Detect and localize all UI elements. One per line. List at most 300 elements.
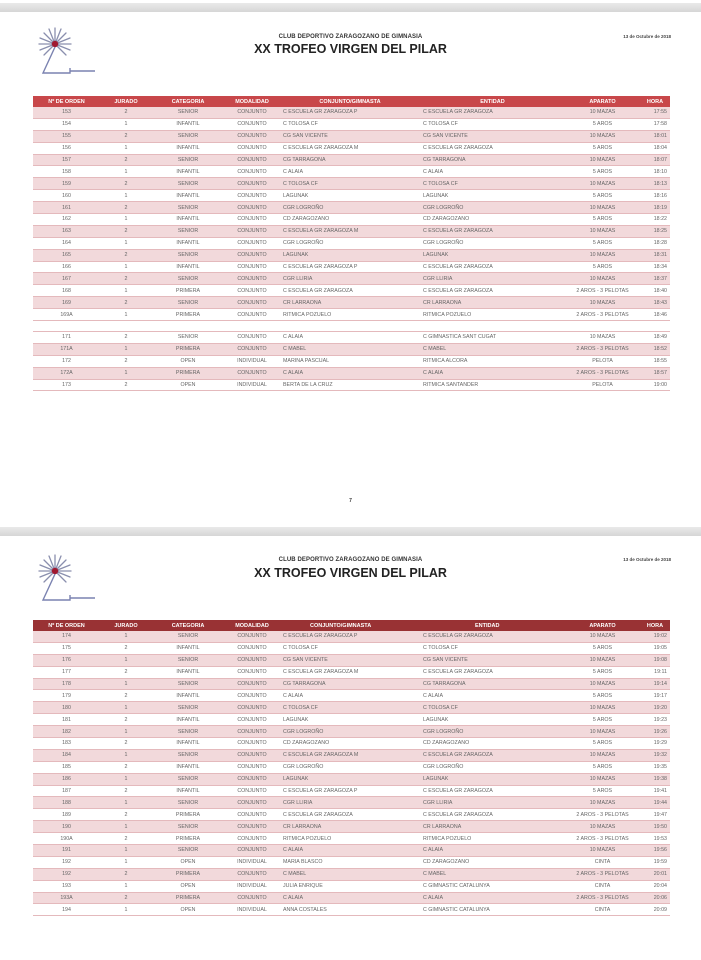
cell-jurado: 2 xyxy=(100,868,152,880)
table-row xyxy=(33,868,670,880)
cell-jurado: 1 xyxy=(100,654,152,666)
cell-aparato xyxy=(565,321,640,332)
cell-hora: 20:01 xyxy=(640,868,670,880)
cell-aparato: 5 AROS xyxy=(565,190,640,202)
cell-modalidad xyxy=(224,321,280,332)
col-conjunto: CONJUNTO/GIMNASTA xyxy=(319,98,381,105)
cell-hora: 19:05 xyxy=(640,642,670,654)
cell-hora: 18:40 xyxy=(640,285,670,297)
cell-modalidad: CONJUNTO xyxy=(224,332,280,344)
cell-hora: 18:25 xyxy=(640,225,670,237)
cell-conjunto: CGR LOGROÑO xyxy=(280,726,420,738)
cell-conjunto: ANNA COSTALES xyxy=(280,904,420,916)
cell-conjunto: C ESCUELA GR ZARAGOZA M xyxy=(280,666,420,678)
table-row xyxy=(33,797,670,809)
cell-modalidad: CONJUNTO xyxy=(224,642,280,654)
cell-conjunto: C TOLOSA CF xyxy=(280,702,420,714)
cell-conjunto: C ESCUELA GR ZARAGOZA P xyxy=(280,631,420,642)
cell-orden: 169 xyxy=(33,297,100,309)
col-orden: Nº DE ORDEN xyxy=(48,622,85,629)
cell-jurado: 2 xyxy=(100,130,152,142)
col-aparato: APARATO xyxy=(589,622,616,629)
cell-hora: 18:31 xyxy=(640,249,670,261)
cell-entidad: LAGUNAK xyxy=(420,249,565,261)
cell-conjunto: C ALAIA xyxy=(280,332,420,344)
table-row xyxy=(33,118,670,130)
cell-aparato: 10 MAZAS xyxy=(565,773,640,785)
cell-categoria: SENIOR xyxy=(152,678,224,690)
cell-conjunto: JULIA ENRIQUE xyxy=(280,880,420,892)
cell-orden: 171 xyxy=(33,332,100,344)
cell-modalidad: CONJUNTO xyxy=(224,666,280,678)
table-row xyxy=(33,761,670,773)
cell-jurado: 2 xyxy=(100,892,152,904)
cell-conjunto: C ALAIA xyxy=(280,166,420,178)
cell-modalidad: INDIVIDUAL xyxy=(224,904,280,916)
cell-jurado: 1 xyxy=(100,856,152,868)
cell-entidad: CGR LLIRIA xyxy=(420,273,565,285)
cell-jurado: 1 xyxy=(100,261,152,273)
cell-entidad: CGR LLIRIA xyxy=(420,797,565,809)
col-jurado: JURADO xyxy=(114,98,138,105)
cell-categoria: INFANTIL xyxy=(152,261,224,273)
cell-hora: 19:23 xyxy=(640,714,670,726)
table-body-page-1 xyxy=(33,107,670,391)
cell-hora: 19:32 xyxy=(640,749,670,761)
cell-aparato: 2 AROS - 3 PELOTAS xyxy=(565,285,640,297)
cell-modalidad: CONJUNTO xyxy=(224,678,280,690)
cell-modalidad: CONJUNTO xyxy=(224,178,280,190)
cell-modalidad: INDIVIDUAL xyxy=(224,880,280,892)
cell-jurado: 1 xyxy=(100,142,152,154)
cell-aparato: 5 AROS xyxy=(565,761,640,773)
cell-entidad: CD ZARAGOZANO xyxy=(420,214,565,226)
cell-aparato: 10 MAZAS xyxy=(565,845,640,857)
cell-entidad: C MABEL xyxy=(420,868,565,880)
cell-hora: 18:52 xyxy=(640,343,670,355)
cell-orden: 177 xyxy=(33,666,100,678)
cell-categoria: SENIOR xyxy=(152,225,224,237)
event-title: XX TROFEO VIRGEN DEL PILAR xyxy=(254,566,447,580)
table-row xyxy=(33,379,670,391)
cell-conjunto: C ESCUELA GR ZARAGOZA P xyxy=(280,785,420,797)
cell-orden: 172 xyxy=(33,355,100,367)
cell-jurado: 2 xyxy=(100,225,152,237)
cell-aparato: 10 MAZAS xyxy=(565,749,640,761)
cell-conjunto: C TOLOSA CF xyxy=(280,118,420,130)
cell-modalidad: CONJUNTO xyxy=(224,154,280,166)
cell-aparato: 5 AROS xyxy=(565,738,640,750)
table-body-page-2 xyxy=(33,631,670,916)
cell-conjunto: MARINA PASCUAL xyxy=(280,355,420,367)
cell-aparato: 5 AROS xyxy=(565,642,640,654)
cell-hora: 18:10 xyxy=(640,166,670,178)
cell-entidad: CD ZARAGOZANO xyxy=(420,856,565,868)
cell-modalidad: CONJUNTO xyxy=(224,809,280,821)
cell-hora: 19:41 xyxy=(640,785,670,797)
cell-modalidad: CONJUNTO xyxy=(224,690,280,702)
cell-categoria: SENIOR xyxy=(152,845,224,857)
cell-aparato: 5 AROS xyxy=(565,690,640,702)
cell-modalidad: CONJUNTO xyxy=(224,654,280,666)
cell-hora: 19:44 xyxy=(640,797,670,809)
cell-conjunto: C ESCUELA GR ZARAGOZA P xyxy=(280,107,420,118)
cell-aparato: 10 MAZAS xyxy=(565,821,640,833)
cell-hora: 20:09 xyxy=(640,904,670,916)
cell-orden: 169A xyxy=(33,309,100,321)
cell-entidad: CGR LOGROÑO xyxy=(420,202,565,214)
cell-aparato: 10 MAZAS xyxy=(565,631,640,642)
cell-conjunto: CGR LLIRIA xyxy=(280,797,420,809)
cell-jurado: 1 xyxy=(100,309,152,321)
cell-categoria: OPEN xyxy=(152,379,224,391)
cell-orden: 186 xyxy=(33,773,100,785)
cell-modalidad: CONJUNTO xyxy=(224,285,280,297)
cell-modalidad: INDIVIDUAL xyxy=(224,856,280,868)
cell-entidad: C ALAIA xyxy=(420,690,565,702)
cell-entidad: C MABEL xyxy=(420,343,565,355)
col-aparato: APARATO xyxy=(589,98,616,105)
cell-categoria: INFANTIL xyxy=(152,714,224,726)
club-name: CLUB DEPORTIVO ZARAGOZANO DE GIMNASIA xyxy=(278,557,423,563)
schedule-table-page-2 xyxy=(33,620,670,916)
table-row xyxy=(33,631,670,642)
cell-conjunto: CG SAN VICENTE xyxy=(280,654,420,666)
table-row xyxy=(33,130,670,142)
cell-orden: 167 xyxy=(33,273,100,285)
cell-aparato: 2 AROS - 3 PELOTAS xyxy=(565,833,640,845)
cell-hora: 19:59 xyxy=(640,856,670,868)
cell-modalidad: CONJUNTO xyxy=(224,261,280,273)
table-row xyxy=(33,702,670,714)
cell-jurado: 1 xyxy=(100,821,152,833)
cell-orden: 160 xyxy=(33,190,100,202)
cell-jurado: 1 xyxy=(100,678,152,690)
cell-hora: 18:49 xyxy=(640,332,670,344)
event-date: 13 de Octubre de 2018 xyxy=(623,557,671,562)
cell-aparato: 10 MAZAS xyxy=(565,107,640,118)
table-row xyxy=(33,321,670,332)
table-row xyxy=(33,178,670,190)
cell-entidad: C ALAIA xyxy=(420,845,565,857)
cell-aparato: 5 AROS xyxy=(565,261,640,273)
cell-categoria: SENIOR xyxy=(152,702,224,714)
cell-entidad: CG TARRAGONA xyxy=(420,154,565,166)
cell-entidad: C ESCUELA GR ZARAGOZA xyxy=(420,666,565,678)
cell-categoria: SENIOR xyxy=(152,726,224,738)
table-row xyxy=(33,666,670,678)
cell-jurado: 1 xyxy=(100,367,152,379)
cell-categoria: INFANTIL xyxy=(152,118,224,130)
cell-orden: 175 xyxy=(33,642,100,654)
cell-jurado: 2 xyxy=(100,202,152,214)
cell-jurado: 2 xyxy=(100,379,152,391)
cell-orden: 176 xyxy=(33,654,100,666)
cell-entidad: CG SAN VICENTE xyxy=(420,130,565,142)
cell-modalidad: CONJUNTO xyxy=(224,702,280,714)
cell-modalidad: CONJUNTO xyxy=(224,130,280,142)
table-row xyxy=(33,785,670,797)
cell-conjunto: C ESCUELA GR ZARAGOZA xyxy=(280,809,420,821)
table-row xyxy=(33,726,670,738)
table-row xyxy=(33,249,670,261)
cell-modalidad: CONJUNTO xyxy=(224,237,280,249)
cell-aparato: 10 MAZAS xyxy=(565,178,640,190)
cell-conjunto: CR LARRAONA xyxy=(280,821,420,833)
cell-conjunto: CGR LOGROÑO xyxy=(280,761,420,773)
cell-aparato: 10 MAZAS xyxy=(565,726,640,738)
cell-jurado: 2 xyxy=(100,833,152,845)
table-row xyxy=(33,154,670,166)
cell-hora: 19:53 xyxy=(640,833,670,845)
cell-hora: 18:04 xyxy=(640,142,670,154)
cell-orden: 172A xyxy=(33,367,100,379)
cell-orden: 188 xyxy=(33,797,100,809)
cell-orden: 166 xyxy=(33,261,100,273)
cell-entidad xyxy=(420,321,565,332)
cell-conjunto: LAGUNAK xyxy=(280,249,420,261)
cell-entidad: C ALAIA xyxy=(420,367,565,379)
cell-categoria: SENIOR xyxy=(152,154,224,166)
cell-conjunto: C ALAIA xyxy=(280,367,420,379)
cell-categoria: INFANTIL xyxy=(152,214,224,226)
cell-jurado: 1 xyxy=(100,880,152,892)
table-row xyxy=(33,343,670,355)
cell-hora: 20:04 xyxy=(640,880,670,892)
cell-modalidad: CONJUNTO xyxy=(224,845,280,857)
table-row xyxy=(33,714,670,726)
cell-categoria: PRIMERA xyxy=(152,367,224,379)
cell-orden xyxy=(33,321,100,332)
cell-conjunto: CGR LLIRIA xyxy=(280,273,420,285)
cell-jurado: 2 xyxy=(100,107,152,118)
cell-modalidad: CONJUNTO xyxy=(224,868,280,880)
event-date: 13 de Octubre de 2018 xyxy=(623,34,671,39)
cell-modalidad: CONJUNTO xyxy=(224,202,280,214)
cell-aparato: CINTA xyxy=(565,904,640,916)
page-separator-top xyxy=(0,3,701,12)
cell-jurado: 2 xyxy=(100,666,152,678)
table-row xyxy=(33,309,670,321)
cell-jurado: 2 xyxy=(100,761,152,773)
cell-conjunto: LAGUNAK xyxy=(280,773,420,785)
cell-aparato: 2 AROS - 3 PELOTAS xyxy=(565,868,640,880)
cell-entidad: C TOLOSA CF xyxy=(420,178,565,190)
cell-orden: 192 xyxy=(33,856,100,868)
cell-entidad: C GIMNASTIC CATALUNYA xyxy=(420,904,565,916)
cell-jurado: 2 xyxy=(100,273,152,285)
cell-entidad: C TOLOSA CF xyxy=(420,702,565,714)
cell-entidad: CR LARRAONA xyxy=(420,821,565,833)
cell-conjunto: C MABEL xyxy=(280,868,420,880)
cell-modalidad: INDIVIDUAL xyxy=(224,355,280,367)
cell-hora: 19:35 xyxy=(640,761,670,773)
cell-orden: 191 xyxy=(33,845,100,857)
cell-conjunto: C MABEL xyxy=(280,343,420,355)
cell-aparato: 2 AROS - 3 PELOTAS xyxy=(565,343,640,355)
cell-entidad: LAGUNAK xyxy=(420,190,565,202)
cell-conjunto: CR LARRAONA xyxy=(280,297,420,309)
cell-entidad: C ESCUELA GR ZARAGOZA xyxy=(420,749,565,761)
cell-modalidad: INDIVIDUAL xyxy=(224,379,280,391)
cell-orden: 158 xyxy=(33,166,100,178)
cell-modalidad: CONJUNTO xyxy=(224,797,280,809)
cell-entidad: C ESCUELA GR ZARAGOZA xyxy=(420,785,565,797)
cell-categoria: SENIOR xyxy=(152,107,224,118)
cell-entidad: C TOLOSA CF xyxy=(420,642,565,654)
cell-hora: 19:38 xyxy=(640,773,670,785)
cell-modalidad: CONJUNTO xyxy=(224,166,280,178)
cell-modalidad: CONJUNTO xyxy=(224,225,280,237)
cell-conjunto: LAGUNAK xyxy=(280,190,420,202)
col-hora: HORA xyxy=(646,98,664,105)
cell-hora: 18:01 xyxy=(640,130,670,142)
cell-aparato: 10 MAZAS xyxy=(565,702,640,714)
cell-orden: 187 xyxy=(33,785,100,797)
cell-entidad: C ALAIA xyxy=(420,166,565,178)
cell-aparato: PELOTA xyxy=(565,355,640,367)
cell-entidad: C ESCUELA GR ZARAGOZA xyxy=(420,809,565,821)
cell-entidad: RITMICA ALCORA xyxy=(420,355,565,367)
table-row xyxy=(33,261,670,273)
cell-hora: 18:43 xyxy=(640,297,670,309)
cell-categoria: INFANTIL xyxy=(152,666,224,678)
cell-jurado: 1 xyxy=(100,631,152,642)
col-hora: HORA xyxy=(646,622,664,629)
cell-aparato: PELOTA xyxy=(565,379,640,391)
table-row xyxy=(33,214,670,226)
cell-modalidad: CONJUNTO xyxy=(224,714,280,726)
cell-entidad: C ESCUELA GR ZARAGOZA xyxy=(420,225,565,237)
cell-orden: 193 xyxy=(33,880,100,892)
cell-entidad: CGR LOGROÑO xyxy=(420,761,565,773)
cell-categoria: SENIOR xyxy=(152,178,224,190)
cell-categoria: OPEN xyxy=(152,880,224,892)
table-row xyxy=(33,166,670,178)
event-title: XX TROFEO VIRGEN DEL PILAR xyxy=(254,42,447,56)
cell-modalidad: CONJUNTO xyxy=(224,142,280,154)
cell-orden: 157 xyxy=(33,154,100,166)
cell-orden: 178 xyxy=(33,678,100,690)
table-row xyxy=(33,332,670,344)
cell-categoria: INFANTIL xyxy=(152,690,224,702)
cell-hora: 18:46 xyxy=(640,309,670,321)
table-row xyxy=(33,297,670,309)
cell-jurado xyxy=(100,321,152,332)
cell-modalidad: CONJUNTO xyxy=(224,273,280,285)
cell-modalidad: CONJUNTO xyxy=(224,761,280,773)
table-row xyxy=(33,738,670,750)
table-row xyxy=(33,273,670,285)
cell-orden: 161 xyxy=(33,202,100,214)
cell-modalidad: CONJUNTO xyxy=(224,892,280,904)
cell-entidad: C TOLOSA CF xyxy=(420,118,565,130)
cell-categoria: INFANTIL xyxy=(152,190,224,202)
cell-jurado: 1 xyxy=(100,214,152,226)
cell-categoria: SENIOR xyxy=(152,773,224,785)
cell-hora: 18:19 xyxy=(640,202,670,214)
cell-jurado: 2 xyxy=(100,249,152,261)
cell-hora: 17:58 xyxy=(640,118,670,130)
page-separator-middle xyxy=(0,527,701,536)
cell-jurado: 2 xyxy=(100,738,152,750)
cell-orden: 156 xyxy=(33,142,100,154)
cell-categoria: INFANTIL xyxy=(152,738,224,750)
cell-orden: 165 xyxy=(33,249,100,261)
cell-orden: 162 xyxy=(33,214,100,226)
cell-categoria: INFANTIL xyxy=(152,237,224,249)
cell-conjunto: C ALAIA xyxy=(280,845,420,857)
cell-entidad: RITMICA POZUELO xyxy=(420,833,565,845)
cell-entidad: C ESCUELA GR ZARAGOZA xyxy=(420,285,565,297)
cell-categoria: OPEN xyxy=(152,904,224,916)
cell-conjunto: RITMICA POZUELO xyxy=(280,309,420,321)
cell-entidad: CR LARRAONA xyxy=(420,297,565,309)
col-modalidad: MODALIDAD xyxy=(235,98,269,105)
cell-modalidad: CONJUNTO xyxy=(224,738,280,750)
cell-categoria: OPEN xyxy=(152,856,224,868)
cell-hora: 18:37 xyxy=(640,273,670,285)
cell-aparato: 5 AROS xyxy=(565,714,640,726)
cell-aparato: 2 AROS - 3 PELOTAS xyxy=(565,367,640,379)
cell-entidad: CG SAN VICENTE xyxy=(420,654,565,666)
cell-modalidad: CONJUNTO xyxy=(224,631,280,642)
col-modalidad: MODALIDAD xyxy=(235,622,269,629)
cell-jurado: 1 xyxy=(100,343,152,355)
cell-categoria: SENIOR xyxy=(152,130,224,142)
cell-aparato: 5 AROS xyxy=(565,118,640,130)
cell-aparato: 5 AROS xyxy=(565,166,640,178)
cell-orden: 173 xyxy=(33,379,100,391)
table-row xyxy=(33,355,670,367)
cell-aparato: 10 MAZAS xyxy=(565,130,640,142)
cell-conjunto: CG TARRAGONA xyxy=(280,678,420,690)
cell-modalidad: CONJUNTO xyxy=(224,190,280,202)
cell-orden: 155 xyxy=(33,130,100,142)
cell-hora: 18:22 xyxy=(640,214,670,226)
cell-aparato: 10 MAZAS xyxy=(565,154,640,166)
cell-orden: 184 xyxy=(33,749,100,761)
cell-entidad: CGR LOGROÑO xyxy=(420,237,565,249)
cell-modalidad: CONJUNTO xyxy=(224,749,280,761)
table-header xyxy=(33,620,670,631)
cell-jurado: 2 xyxy=(100,154,152,166)
cell-conjunto: C ESCUELA GR ZARAGOZA M xyxy=(280,225,420,237)
cell-orden: 190 xyxy=(33,821,100,833)
cell-orden: 154 xyxy=(33,118,100,130)
cell-orden: 189 xyxy=(33,809,100,821)
table-row xyxy=(33,237,670,249)
cell-orden: 190A xyxy=(33,833,100,845)
table-row xyxy=(33,285,670,297)
cell-jurado: 1 xyxy=(100,726,152,738)
cell-conjunto: CGR LOGROÑO xyxy=(280,237,420,249)
cell-categoria: SENIOR xyxy=(152,631,224,642)
cell-hora: 18:16 xyxy=(640,190,670,202)
cell-conjunto: CGR LOGROÑO xyxy=(280,202,420,214)
cell-hora: 20:06 xyxy=(640,892,670,904)
cell-hora xyxy=(640,321,670,332)
cell-modalidad: CONJUNTO xyxy=(224,343,280,355)
cell-categoria: PRIMERA xyxy=(152,343,224,355)
cell-jurado: 1 xyxy=(100,773,152,785)
cell-orden: 192 xyxy=(33,868,100,880)
cell-jurado: 1 xyxy=(100,904,152,916)
cell-conjunto: CD ZARAGOZANO xyxy=(280,214,420,226)
cell-entidad: C ESCUELA GR ZARAGOZA xyxy=(420,631,565,642)
cell-jurado: 1 xyxy=(100,285,152,297)
cell-modalidad: CONJUNTO xyxy=(224,367,280,379)
